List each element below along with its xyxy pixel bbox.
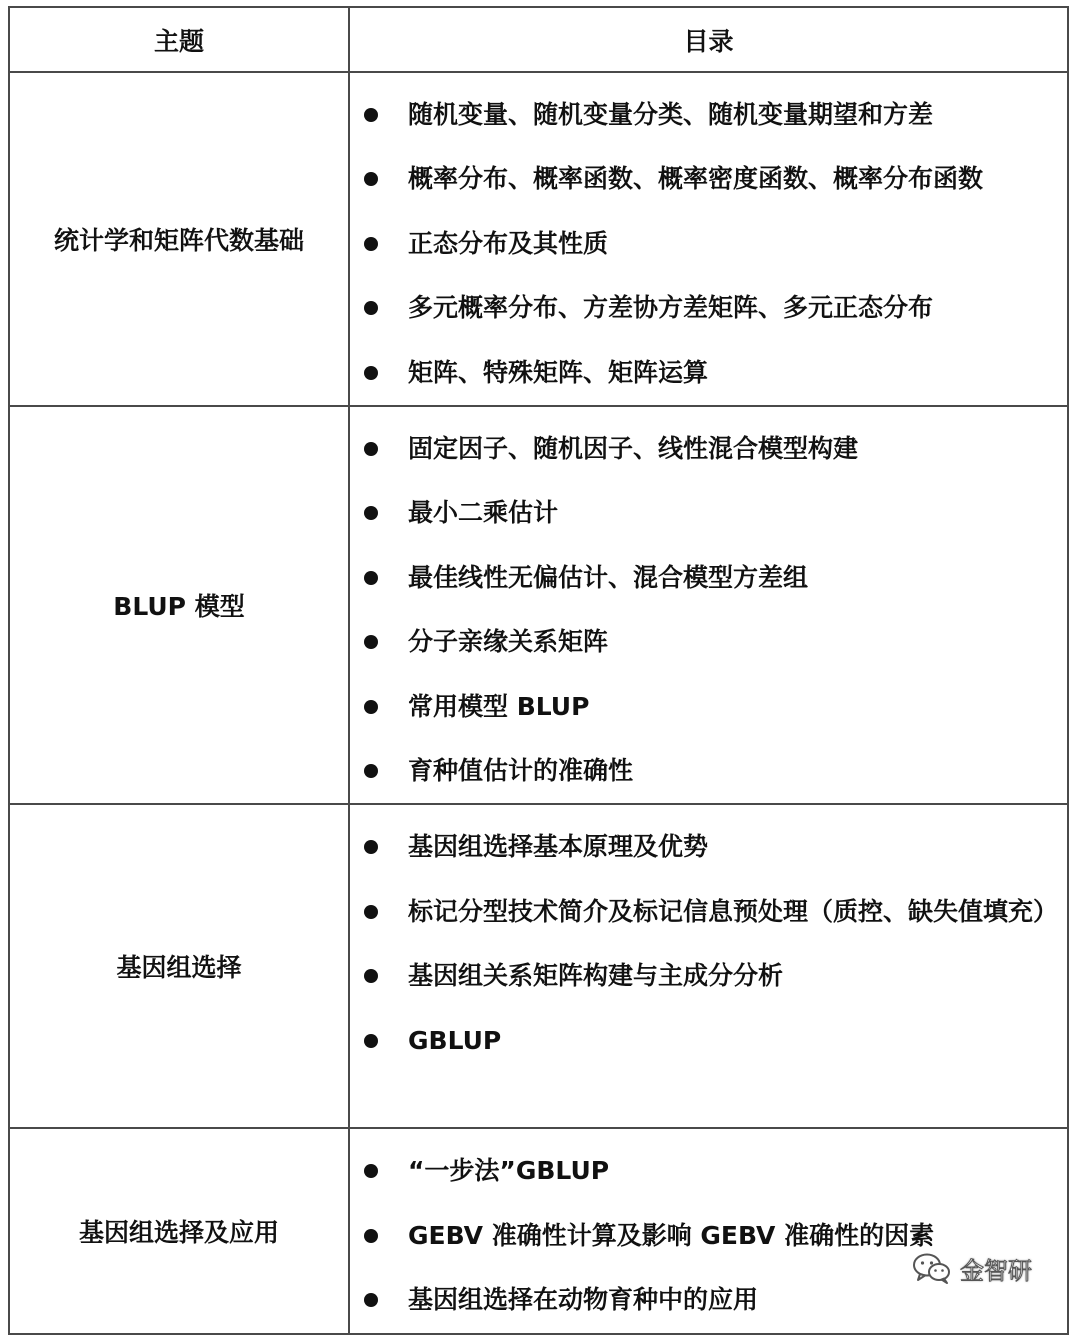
- watermark-text: 金智研: [960, 1256, 1032, 1285]
- bullet-icon: [364, 700, 378, 714]
- bullet-icon: [364, 571, 378, 585]
- wechat-icon: [912, 1251, 952, 1285]
- toc-list: [350, 73, 1067, 405]
- toc-list: [350, 407, 1067, 803]
- topic-cell: 基因组选择及应用: [9, 1128, 349, 1333]
- table-row: [9, 406, 1068, 804]
- list-item: [350, 276, 1067, 340]
- bullet-icon: [364, 969, 378, 983]
- list-item-text: 随机变量、随机变量分类、随机变量期望和方差: [408, 100, 934, 129]
- list-item-text: 矩阵、特殊矩阵、矩阵运算: [408, 357, 709, 387]
- list-item-text: 固定因子、随机因子、线性混合模型构建: [408, 434, 859, 464]
- header-topic: 主题: [9, 7, 349, 72]
- table-header-row: [9, 7, 1068, 72]
- bullet-icon: [364, 366, 378, 380]
- toc-list: [350, 1129, 1067, 1332]
- table-row: [9, 804, 1068, 1128]
- toc-cell: [349, 72, 1068, 406]
- bullet-icon: [364, 1164, 378, 1178]
- list-item-text: “一步法”GBLUP: [408, 1156, 610, 1186]
- list-item-text: 常用模型 BLUP: [408, 691, 590, 721]
- bullet-icon: [364, 764, 378, 778]
- list-item: [350, 1009, 1067, 1073]
- list-item-text: 概率分布、概率函数、概率密度函数、概率分布函数: [408, 164, 984, 194]
- bullet-icon: [364, 840, 378, 854]
- toc-cell: [349, 406, 1068, 804]
- table-row: [9, 72, 1068, 406]
- topic-cell: BLUP 模型: [9, 406, 349, 804]
- list-item: [350, 675, 1067, 739]
- table-row: [9, 1128, 1068, 1333]
- list-item: [350, 1139, 1067, 1203]
- header-toc: 目录: [349, 7, 1068, 72]
- list-item-text: 基因组关系矩阵构建与主成分分析: [408, 961, 784, 991]
- list-item: [350, 739, 1067, 803]
- list-item-text: GBLUP: [408, 1025, 502, 1055]
- bullet-icon: [364, 905, 378, 919]
- toc-cell: [349, 804, 1068, 1128]
- list-item: [350, 481, 1067, 545]
- list-item: [350, 83, 1067, 147]
- bullet-icon: [364, 506, 378, 520]
- topic-cell: 统计学和矩阵代数基础: [9, 72, 349, 406]
- bullet-icon: [364, 237, 378, 251]
- bullet-icon: [364, 1229, 378, 1243]
- list-item: [350, 880, 1067, 944]
- syllabus-table: [8, 6, 1069, 1335]
- bullet-icon: [364, 172, 378, 186]
- list-item-text: 基因组选择在动物育种中的应用: [408, 1285, 759, 1315]
- list-item: [350, 815, 1067, 879]
- list-item: [350, 944, 1067, 1008]
- bullet-icon: [364, 108, 378, 122]
- watermark: [912, 1248, 1032, 1288]
- bullet-icon: [364, 635, 378, 649]
- list-item: [350, 546, 1067, 610]
- toc-cell: [349, 1128, 1068, 1333]
- list-item: [350, 147, 1067, 211]
- bullet-icon: [364, 1034, 378, 1048]
- list-item-text: 多元概率分布、方差协方差矩阵、多元正态分布: [408, 293, 934, 323]
- topic-cell: 基因组选择: [9, 804, 349, 1128]
- list-item-text: 标记分型技术简介及标记信息预处理（质控、缺失值填充）: [408, 896, 1059, 926]
- list-item-text: GEBV 准确性计算及影响 GEBV 准确性的因素: [408, 1220, 935, 1250]
- toc-list: [350, 805, 1067, 1073]
- list-item-text: 最佳线性无偏估计、混合模型方差组: [408, 562, 809, 592]
- list-item: [350, 212, 1067, 276]
- list-item-text: 基因组选择基本原理及优势: [408, 832, 709, 862]
- bullet-icon: [364, 442, 378, 456]
- list-item: [350, 341, 1067, 405]
- list-item-text: 分子亲缘关系矩阵: [408, 627, 609, 657]
- bullet-icon: [364, 1293, 378, 1307]
- list-item: [350, 417, 1067, 481]
- list-item-text: 正态分布及其性质: [408, 228, 609, 258]
- list-item: [350, 610, 1067, 674]
- list-item-text: 最小二乘估计: [408, 498, 559, 528]
- bullet-icon: [364, 301, 378, 315]
- list-item-text: 育种值估计的准确性: [408, 756, 634, 786]
